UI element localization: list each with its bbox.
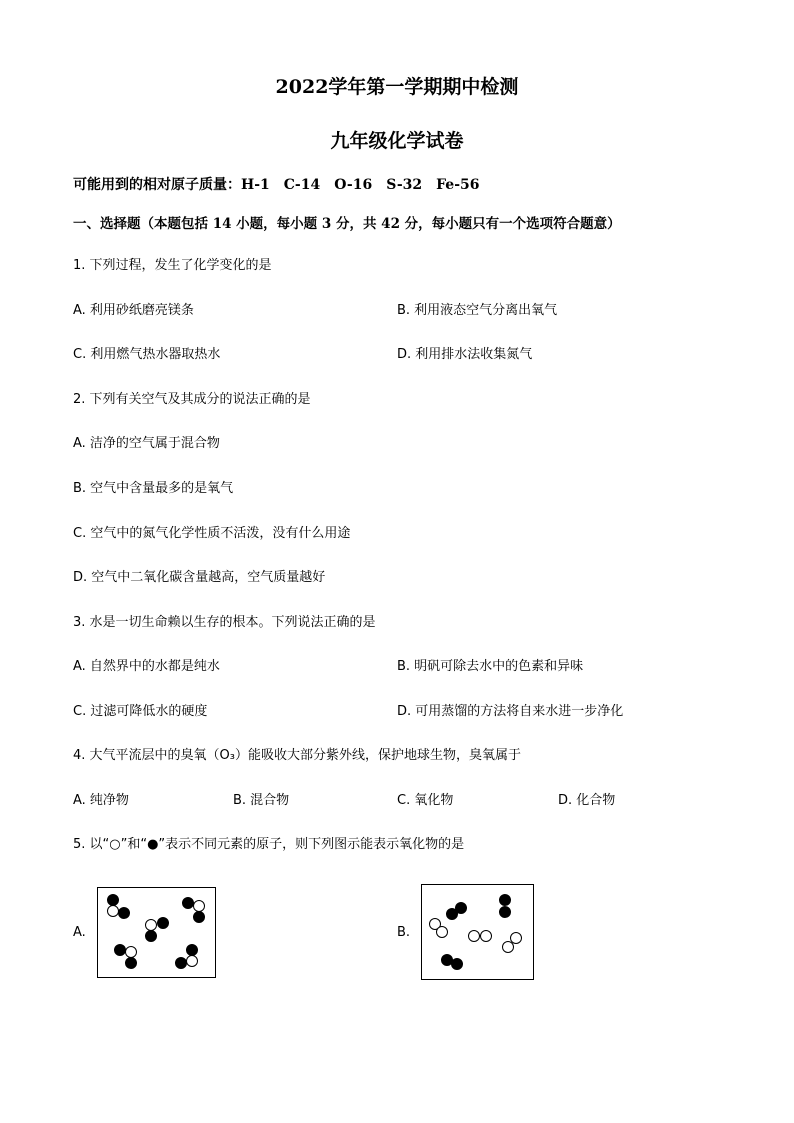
- diagram-a-box[interactable]: [97, 887, 216, 978]
- question-3-option-c[interactable]: C. 过滤可降低水的硬度: [73, 704, 208, 719]
- black-atom: [193, 911, 205, 923]
- question-2-stem: 2. 下列有关空气及其成分的说法正确的是: [73, 392, 311, 407]
- black-atom: [145, 930, 157, 942]
- black-atom: [446, 908, 458, 920]
- question-4-option-d[interactable]: D. 化合物: [558, 793, 616, 808]
- black-atom: [118, 907, 130, 919]
- question-2-option-c[interactable]: C. 空气中的氮气化学性质不活泼，没有什么用途: [73, 526, 351, 541]
- question-1-option-c[interactable]: C. 利用燃气热水器取热水: [73, 347, 221, 362]
- white-atom: [186, 955, 198, 967]
- atomic-mass-line: 可能用到的相对原子质量：H-1 C-14 O-16 S-32 Fe-56: [73, 177, 480, 193]
- question-5-option-a-label[interactable]: A.: [73, 925, 86, 940]
- exam-title: 2022学年第一学期期中检测: [275, 76, 519, 98]
- diagram-b-box[interactable]: [421, 884, 534, 980]
- question-5-option-b-label[interactable]: B.: [397, 925, 411, 940]
- black-atom: [157, 917, 169, 929]
- question-3-option-d[interactable]: D. 可用蒸馏的方法将自来水进一步净化: [397, 704, 624, 719]
- question-3-stem: 3. 水是一切生命赖以生存的根本。下列说法正确的是: [73, 615, 376, 630]
- exam-subtitle: 九年级化学试卷: [330, 130, 464, 152]
- question-2-option-b[interactable]: B. 空气中含量最多的是氧气: [73, 481, 234, 496]
- question-1-option-b[interactable]: B. 利用液态空气分离出氧气: [397, 303, 558, 318]
- black-atom: [451, 958, 463, 970]
- white-atom: [436, 926, 448, 938]
- question-3-option-a[interactable]: A. 自然界中的水都是纯水: [73, 659, 220, 674]
- black-atom: [125, 957, 137, 969]
- white-atom: [502, 941, 514, 953]
- question-1-stem: 1. 下列过程，发生了化学变化的是: [73, 258, 272, 273]
- question-4-option-a[interactable]: A. 纯净物: [73, 793, 129, 808]
- question-2-option-a[interactable]: A. 洁净的空气属于混合物: [73, 436, 220, 451]
- question-1-option-d[interactable]: D. 利用排水法收集氮气: [397, 347, 533, 362]
- white-atom: [480, 930, 492, 942]
- question-5-stem: 5. 以“○”和“●”表示不同元素的原子，则下列图示能表示氧化物的是: [73, 837, 465, 852]
- black-atom: [499, 906, 511, 918]
- question-4-stem: 4. 大气平流层中的臭氧（O₃）能吸收大部分紫外线，保护地球生物，臭氧属于: [73, 748, 521, 763]
- black-atom: [175, 957, 187, 969]
- question-4-option-b[interactable]: B. 混合物: [233, 793, 290, 808]
- black-atom: [499, 894, 511, 906]
- section-heading: 一、选择题（本题包括 14 小题，每小题 3 分，共 42 分，每小题只有一个选项符合题意）: [73, 216, 621, 232]
- question-1-option-a[interactable]: A. 利用砂纸磨亮镁条: [73, 303, 194, 318]
- question-2-option-d[interactable]: D. 空气中二氧化碳含量越高，空气质量越好: [73, 570, 326, 585]
- white-atom: [468, 930, 480, 942]
- question-3-option-b[interactable]: B. 明矾可除去水中的色素和异味: [397, 659, 584, 674]
- question-4-option-c[interactable]: C. 氧化物: [397, 793, 454, 808]
